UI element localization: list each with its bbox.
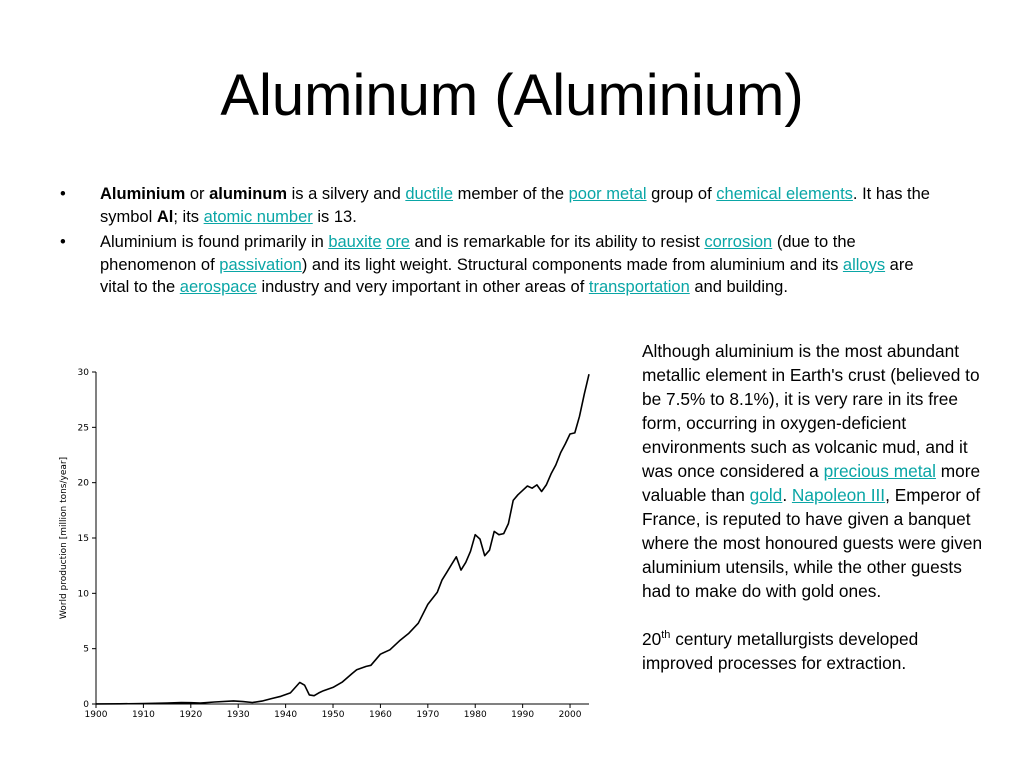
side-text — [642, 339, 994, 675]
link-passivation[interactable]: passivation — [219, 255, 302, 274]
x-tick-label: 1920 — [179, 710, 203, 720]
slide-title: Aluminum (Aluminium) — [220, 63, 804, 128]
link-ore[interactable]: ore — [386, 233, 410, 251]
x-tick-label: 1960 — [368, 710, 392, 720]
link-aerospace[interactable]: aerospace — [179, 278, 257, 296]
bold-term: aluminum — [209, 185, 288, 203]
link-corrosion[interactable]: corrosion — [704, 233, 773, 251]
superscript: th — [661, 629, 671, 642]
y-tick-label: 15 — [77, 534, 89, 544]
link-bauxite[interactable]: bauxite — [328, 233, 382, 251]
x-tick-label: 1950 — [321, 710, 345, 720]
link-precious-metal[interactable]: precious metal — [823, 461, 936, 481]
x-tick-label: 1970 — [416, 710, 440, 720]
bullet-marker: • — [60, 185, 66, 203]
link-napoleon-iii[interactable]: Napoleon III — [791, 485, 886, 505]
x-tick-label: 1930 — [226, 710, 250, 720]
bullet-item-1: • Aluminium or aluminum is a silvery and ductile member of the poor metal group of chemical elements. It has the symbol Al; its atomic number is 13. — [60, 185, 930, 226]
link-poor-metal[interactable]: poor metal — [568, 185, 647, 203]
side-paragraph-2: 20th century metallurgists developed improved processes for extraction. — [642, 629, 919, 673]
bold-term: Aluminium — [100, 185, 186, 203]
y-tick-label: 20 — [77, 478, 89, 489]
link-gold[interactable]: gold — [749, 485, 783, 505]
x-tick-label: 1980 — [463, 710, 487, 720]
production-chart — [52, 356, 596, 722]
link-transportation[interactable]: transportation — [588, 278, 690, 296]
link-ductile[interactable]: ductile — [405, 185, 454, 203]
link-alloys[interactable]: alloys — [842, 255, 886, 274]
x-tick-label: 1990 — [511, 710, 535, 720]
side-paragraph-1: Although aluminium is the most abundant metallic element in Earth's crust (believed to be 7.5% to 8.1%), it is very rare in its free form, occurring in oxygen-deficient environments such as volcanic mud, and it was once considered a precious metal more valuable than gold. Napoleon III, Emperor of France, is reputed to have given a banquet where the most honoured guests were given aluminium utensils, while the other guests had to make do with gold ones. — [642, 341, 983, 601]
y-tick-label: 5 — [83, 644, 89, 655]
bullet-item-2: • Aluminium is found primarily in bauxite ore and is remarkable for its ability to resist corrosion (due to the phenomenon of passivation) and its light weight. Structural components made from aluminium and its alloys are vital to the aerospace industry and very important in other areas of transportation and building. — [60, 233, 914, 296]
bold-symbol: Al — [156, 207, 174, 226]
bullet-marker: • — [60, 233, 66, 251]
series-line — [96, 374, 589, 704]
x-tick-label: 1900 — [84, 710, 108, 720]
x-tick-label: 1910 — [131, 710, 155, 720]
x-tick-label: 2000 — [558, 710, 582, 720]
y-tick-label: 0 — [83, 700, 89, 710]
bullet-list — [60, 183, 940, 302]
y-tick-label: 10 — [77, 589, 89, 600]
link-chemical-elements[interactable]: chemical elements — [716, 185, 853, 203]
y-tick-label: 30 — [77, 368, 89, 378]
y-tick-label: 25 — [77, 423, 89, 434]
y-axis-label: World production [million tons/year] — [59, 456, 69, 620]
x-tick-label: 1940 — [274, 710, 298, 720]
link-atomic-number[interactable]: atomic number — [203, 207, 313, 226]
